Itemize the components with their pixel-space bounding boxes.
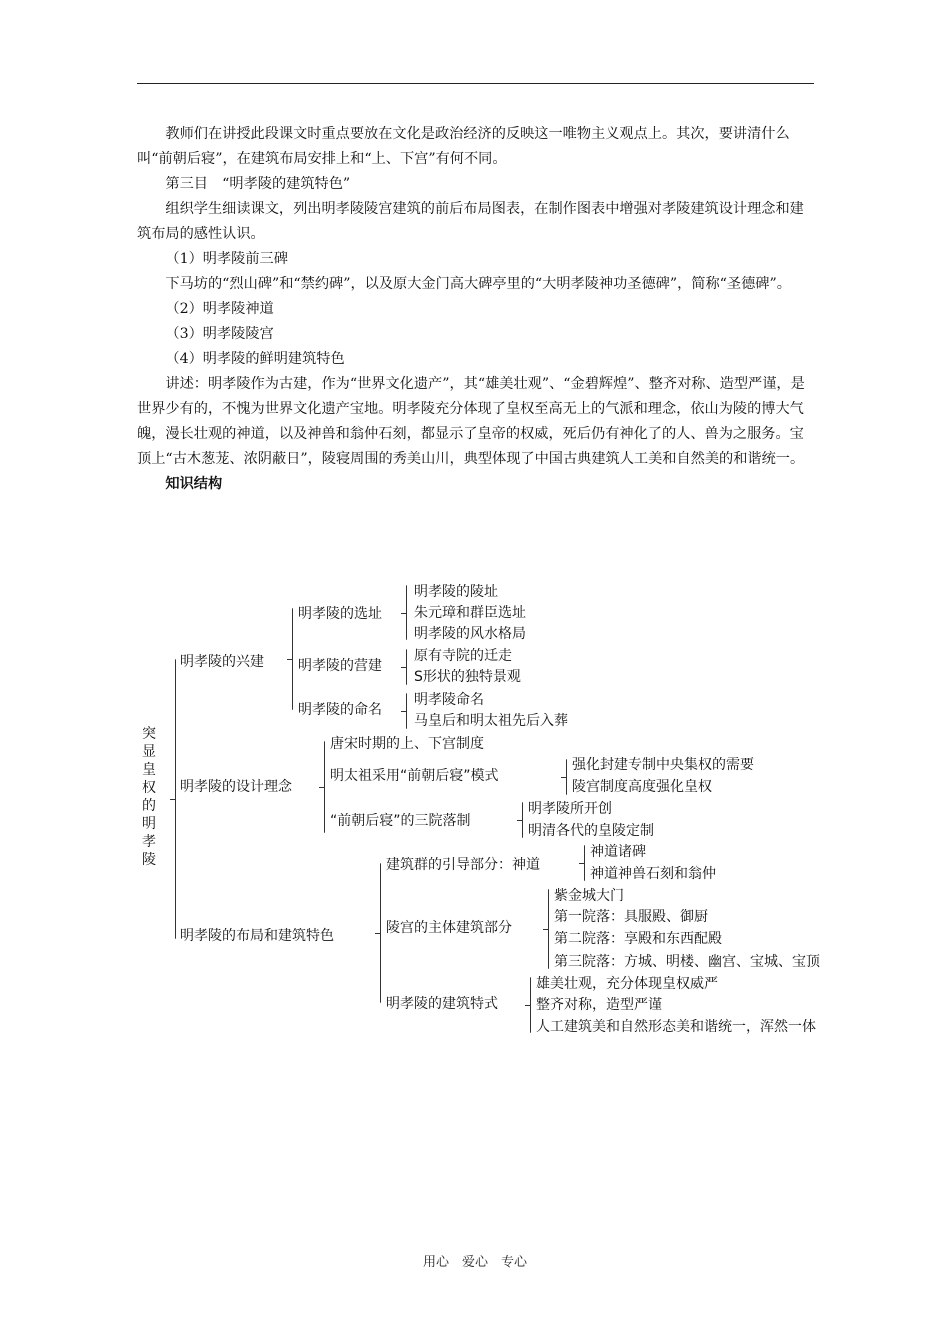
leaf: 紫金城大门	[554, 888, 624, 904]
paragraph: 教师们在讲授此段课文时重点要放在文化是政治经济的反映这一唯物主义观点上。其次，要讲清什么叫“前朝后寝”，在建筑布局安排上和“上、下宫”有何不同。	[137, 126, 790, 167]
header-rule	[137, 83, 814, 84]
brace	[406, 693, 407, 729]
node-site-selection: 明孝陵的选址	[298, 606, 382, 622]
node-front-court-rear-chamber: 明太祖采用“前朝后寝”模式	[330, 768, 499, 784]
leaf: 第一院落：具服殿、御厨	[554, 909, 708, 925]
leaf: 第三院落：方城、明楼、幽宫、宝城、宝顶	[554, 954, 820, 970]
leaf: 第二院落：享殿和东西配殿	[554, 931, 722, 947]
brace	[584, 845, 585, 881]
node-three-courtyards: “前朝后寝”的三院落制	[330, 813, 471, 829]
paragraph: 第三目 “明孝陵的建筑特色”	[165, 176, 351, 192]
leaf: 马皇后和明太祖先后入葬	[414, 713, 568, 729]
leaf: 朱元璋和群臣选址	[414, 605, 526, 621]
node-main-buildings: 陵宫的主体建筑部分	[386, 920, 512, 936]
diagram-root: 突显皇权的明孝陵	[142, 726, 156, 868]
brace	[292, 608, 293, 710]
paragraph: （2）明孝陵神道	[165, 301, 274, 317]
brace	[522, 802, 523, 838]
leaf: 神道神兽石刻和翁仲	[590, 866, 716, 882]
leaf: 整齐对称，造型严谨	[536, 997, 662, 1013]
brace	[530, 977, 531, 1033]
paragraph: （1）明孝陵前三碑	[165, 251, 288, 267]
leaf: 明清各代的皇陵定制	[528, 823, 654, 839]
page-footer: 用心 爱心 专心	[422, 1255, 527, 1270]
brace	[324, 741, 325, 833]
leaf: 明孝陵命名	[414, 692, 484, 708]
brace	[175, 659, 176, 939]
section-heading: 知识结构	[165, 476, 223, 492]
paragraph: 下马坊的“烈山碑”和“禁约碑”，以及原大金门高大碑亭里的“大明孝陵神功圣德碑”，简称“圣德碑”。	[165, 276, 791, 292]
brace	[548, 889, 549, 969]
leaf: 神道诸碑	[590, 844, 646, 860]
node-naming: 明孝陵的命名	[298, 702, 382, 718]
brace	[406, 649, 407, 685]
brace	[380, 863, 381, 1003]
branch-layout-features: 明孝陵的布局和建筑特色	[180, 928, 334, 944]
brace	[406, 585, 407, 640]
paragraph: （4）明孝陵的鲜明建筑特色	[165, 351, 345, 367]
leaf: 明孝陵的陵址	[414, 584, 498, 600]
paragraph: 讲述：明孝陵作为古建，作为“世界文化遗产”，其“雄美壮观”、“金碧辉煌”、整齐对称、造型严谨，是世界少有的，不愧为世界文化遗产宝地。明孝陵充分体现了皇权至高无上的气派和理念，依山为陵的博大气魄，漫长壮观的神道，以及神兽和翁仲石刻，都显示了皇帝的权威，死后仍有神化了的人、兽为之服务。宝顶上“古木葱茏、浓阴蔽日”，陵寝周围的秀美山川，典型体现了中国古典建筑人工美和自然美的和谐统一。	[137, 376, 805, 467]
branch-construction: 明孝陵的兴建	[180, 654, 264, 670]
paragraph: （3）明孝陵陵宫	[165, 326, 274, 342]
node-upper-lower-palace: 唐宋时期的上、下宫制度	[330, 736, 484, 752]
leaf: 人工建筑美和自然形态美和谐统一，浑然一体	[536, 1019, 816, 1035]
leaf: 原有寺院的迁走	[414, 648, 512, 664]
paragraph: 组织学生细读课文，列出明孝陵陵宫建筑的前后布局图表，在制作图表中增强对孝陵建筑设计理念和建筑布局的感性认识。	[137, 201, 804, 242]
leaf: 雄美壮观，充分体现皇权威严	[536, 976, 718, 992]
node-architectural-style: 明孝陵的建筑特式	[386, 996, 498, 1012]
node-building: 明孝陵的营建	[298, 658, 382, 674]
leaf: 陵宫制度高度强化皇权	[572, 779, 712, 795]
leaf: 明孝陵所开创	[528, 801, 612, 817]
leaf: S形状的独特景观	[414, 669, 521, 685]
node-sacred-way: 建筑群的引导部分：神道	[386, 857, 540, 873]
brace	[566, 759, 567, 795]
body-text	[137, 122, 817, 497]
branch-design-concept: 明孝陵的设计理念	[180, 779, 292, 795]
knowledge-structure-diagram	[138, 575, 898, 1045]
leaf: 强化封建专制中央集权的需要	[572, 757, 754, 773]
leaf: 明孝陵的风水格局	[414, 626, 526, 642]
